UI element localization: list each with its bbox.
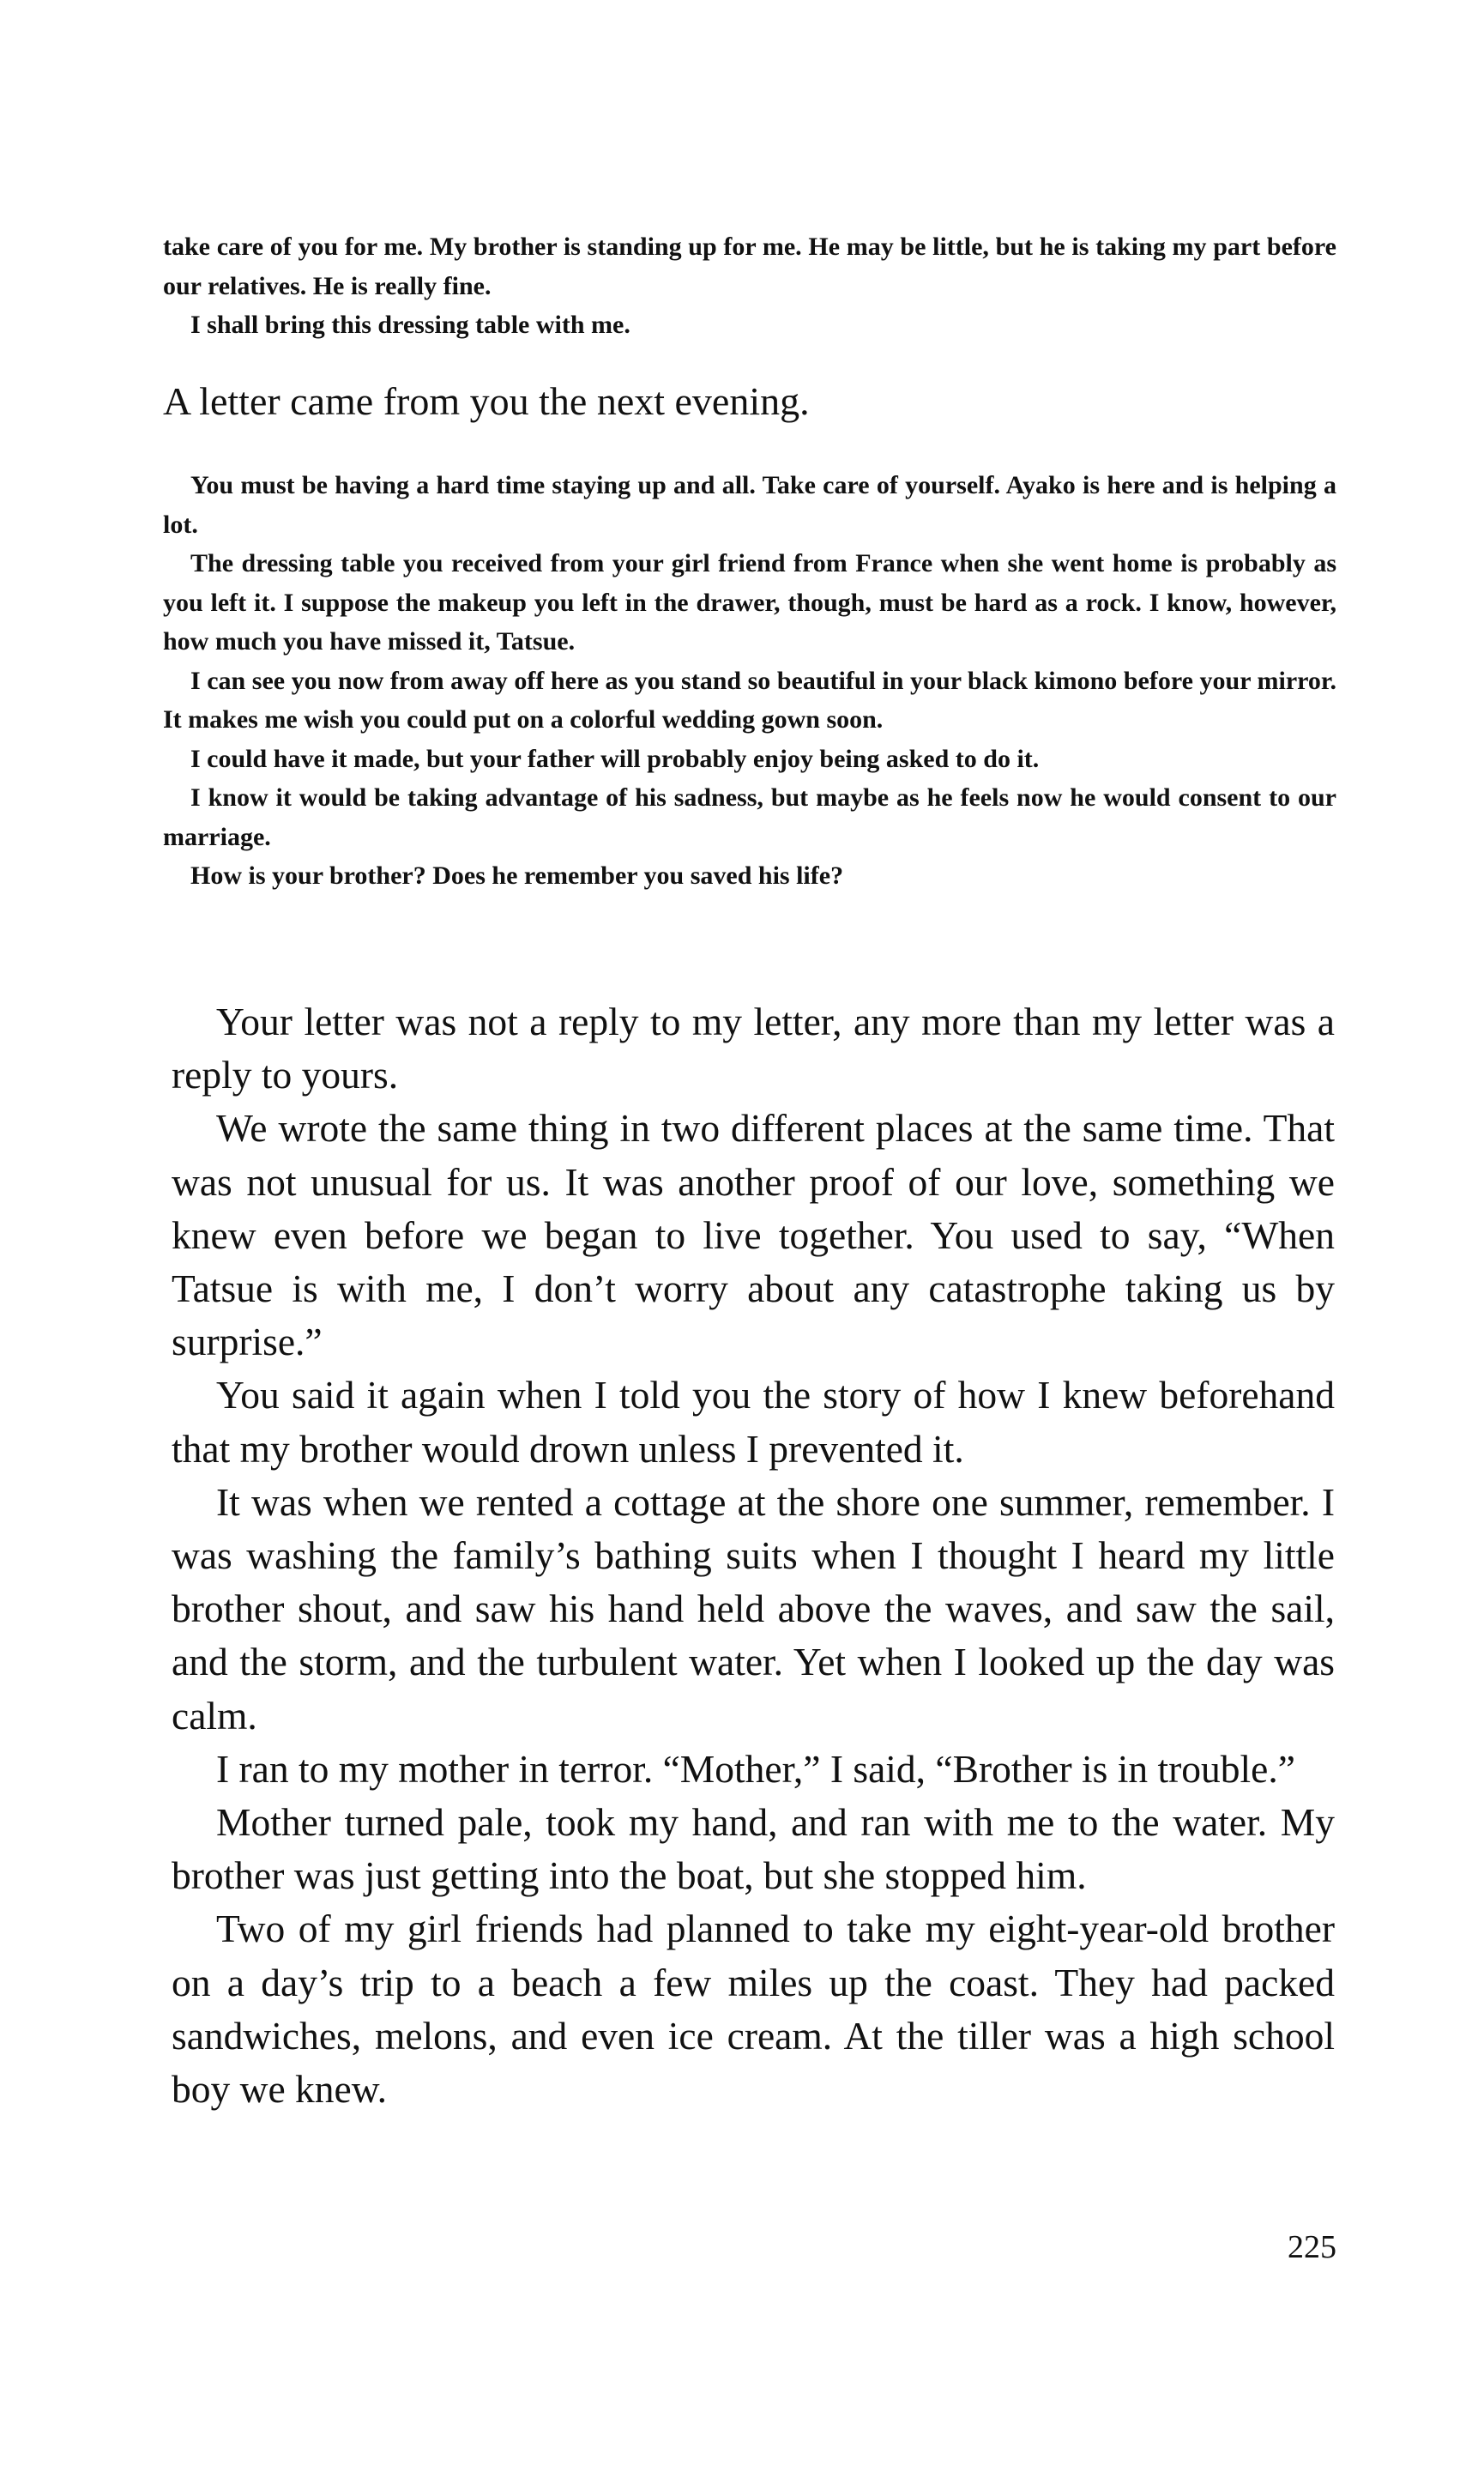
letter-paragraph: I could have it made, but your father will probably enjoy being asked to do it. [190,744,1040,773]
narration-line: A letter came from you the next evening. [163,379,810,423]
letter-paragraph: How is your brother? Does he remember you saved his life? [190,861,844,890]
body-paragraph: Your letter was not a reply to my letter, any more than my letter was a reply to yours. [172,1000,1335,1097]
body-paragraph: It was when we rented a cottage at the shore one summer, remember. I was washing the family’s bathing suits when I thought I heard my little brother shout, and saw his hand held above the waves, and saw the sail, and the storm, and the turbulent water. Yet when I looked up the day was calm. [172,1479,1335,1738]
page-number: 225 [1288,2229,1336,2265]
letter-paragraph: I can see you now from away off here as you stand so beautiful in your black kimono before your mirror. It makes me wish you could put on a colorful wedding gown soon. [163,666,1336,734]
letter-paragraph: take care of you for me. My brother is standing up for me. He may be little, but he is taking my part before our relatives. He is really fine. [163,233,1336,300]
letter-paragraph: You must be having a hard time staying up and all. Take care of yourself. Ayako is here and is helping a lot. [163,471,1336,539]
body-paragraph: I ran to my mother in terror. “Mother,” I said, “Brother is in trouble.” [216,1746,1295,1791]
body-paragraph: We wrote the same thing in two different places at the same time. That was not unusual for us. It was another proof of our love, something we knew even before we began to live together. You used to say, “When Tatsue is with me, I don’t worry about any catastrophe taking us by surprise.” [172,1106,1335,1364]
body-paragraph: Two of my girl friends had planned to take my eight-year-old brother on a day’s trip to a beach a few miles up the coast. They had packed sandwiches, melons, and even ice cream. At the tiller was a high school boy we knew. [172,1907,1335,2112]
letter-excerpt-bottom [163,466,1336,896]
letter-excerpt-top [163,227,1336,345]
body-paragraph: You said it again when I told you the story of how I knew beforehand that my brother would drown unless I prevented it. [172,1373,1335,1471]
body-paragraph: Mother turned pale, took my hand, and ran with me to the water. My brother was just getting into the boat, but she stopped him. [172,1800,1335,1898]
letter-paragraph: I shall bring this dressing table with me. [190,311,630,339]
body-text [172,995,1335,2116]
letter-paragraph: The dressing table you received from your girl friend from France when she went home is probably as you left it. I suppose the makeup you left in the drawer, though, must be hard as a rock. I know, however, how much you have missed it, Tatsue. [163,549,1336,656]
letter-paragraph: I know it would be taking advantage of his sadness, but maybe as he feels now he would consent to our marriage. [163,783,1336,851]
